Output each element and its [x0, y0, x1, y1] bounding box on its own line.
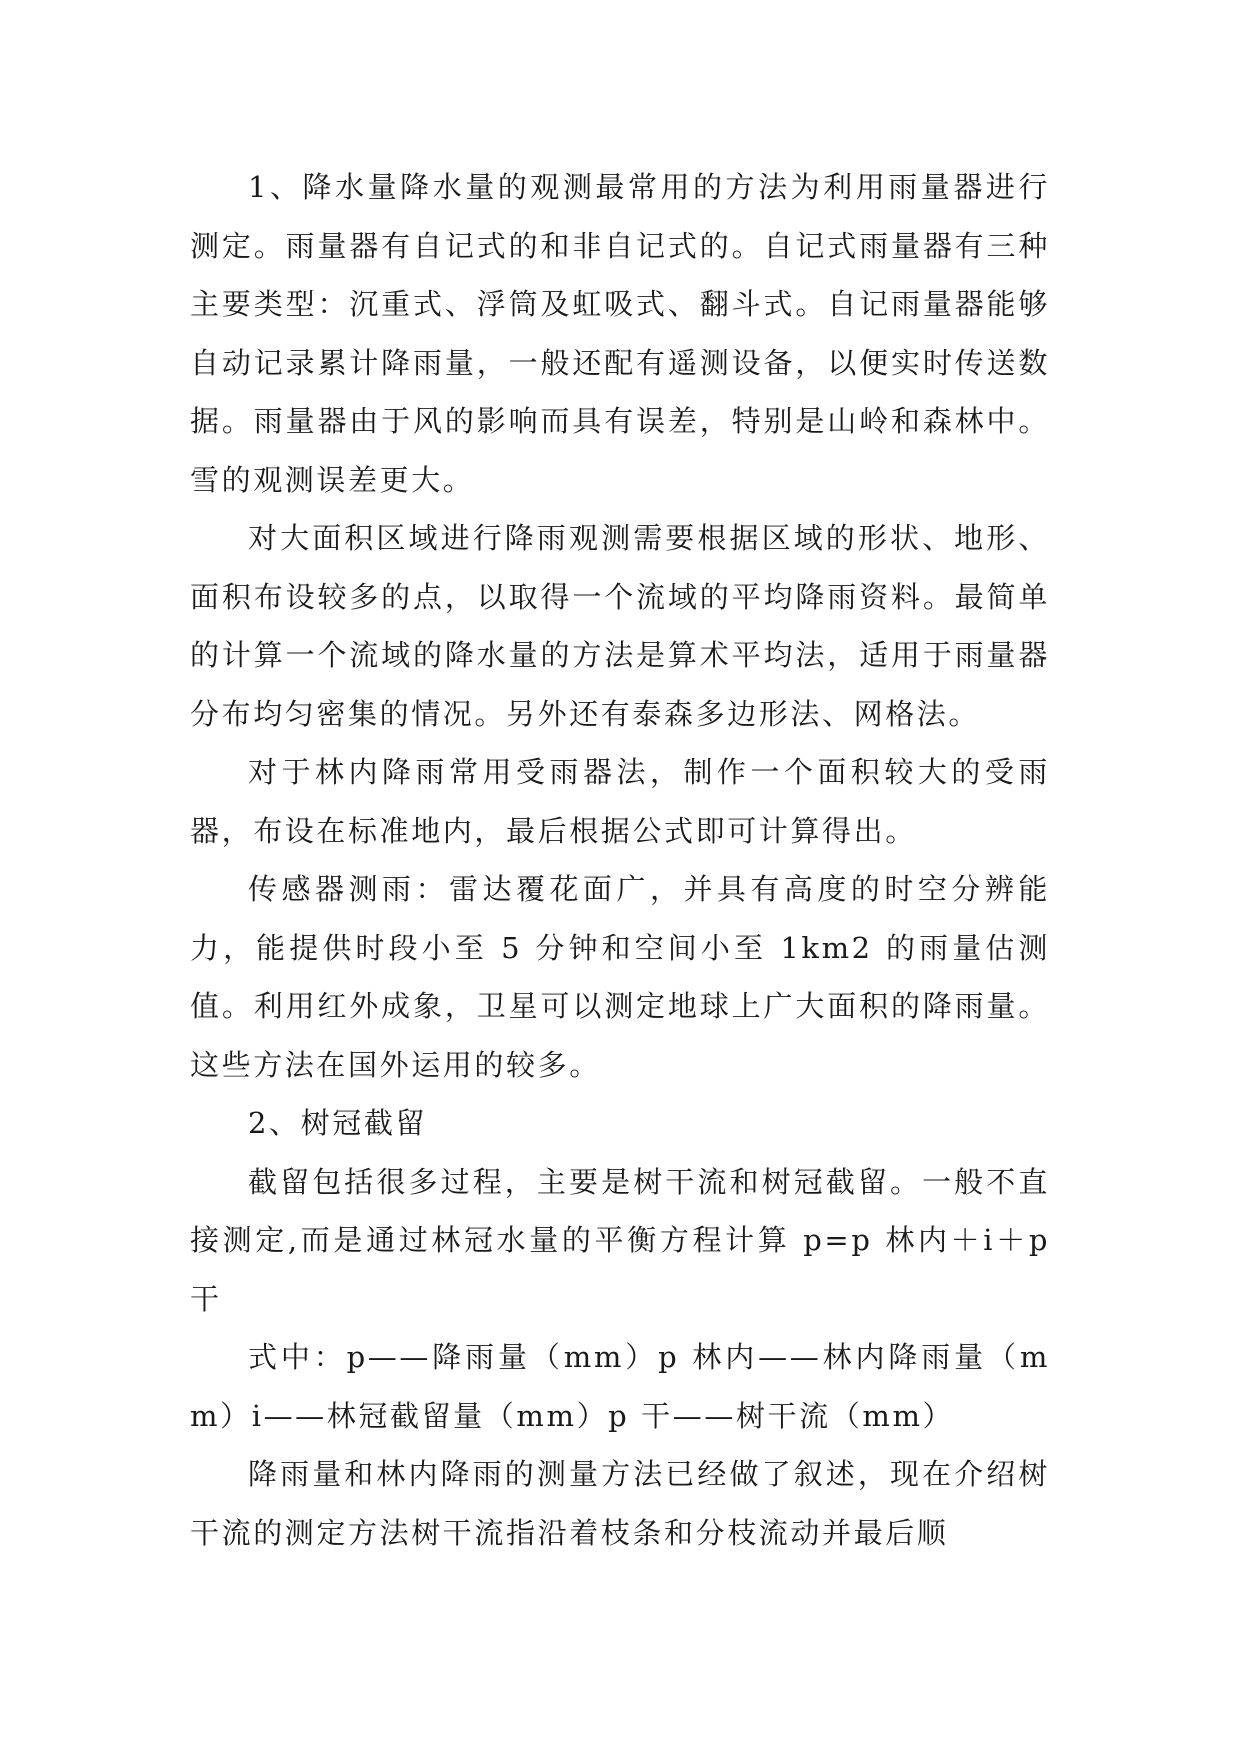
paragraph-precipitation-measurement: 1、降水量降水量的观测最常用的方法为利用雨量器进行测定。雨量器有自记式的和非自记式的。自记式雨量器有三种主要类型：沉重式、浮筒及虹吸式、翻斗式。自记雨量器能够自动记录累计降雨量，一般还配有遥测设备，以便实时传送数据。雨量器由于风的影响而具有误差，特别是山岭和森林中。雪的观测误差更大。 — [190, 170, 1050, 497]
paragraph-equation-definitions: 式中：p——降雨量（mm）p 林内——林内降雨量（mm）i——林冠截留量（mm）p 干——树干流（mm） — [190, 1340, 1050, 1433]
paragraph-large-area-observation: 对大面积区域进行降雨观测需要根据区域的形状、地形、面积布设较多的点，以取得一个流域的平均降雨资料。最简单的计算一个流域的降水量的方法是算术平均法，适用于雨量器分布均匀密集的情况。另外还有泰森多边形法、网格法。 — [190, 521, 1050, 731]
document-body — [190, 158, 1050, 1562]
paragraph-stemflow-measurement: 降雨量和林内降雨的测量方法已经做了叙述，现在介绍树干流的测定方法树干流指沿着枝条和分枝流动并最后顺 — [190, 1457, 1050, 1550]
heading-canopy-interception: 2、树冠截留 — [248, 1106, 428, 1140]
paragraph-sensor-rain-measurement: 传感器测雨：雷达覆花面广，并具有高度的时空分辨能力，能提供时段小至 5 分钟和空间小至 1km2 的雨量估测值。利用红外成象，卫星可以测定地球上广大面积的降雨量。这些方法在国外运用的较多。 — [190, 872, 1050, 1082]
paragraph-forest-rain-collector: 对于林内降雨常用受雨器法，制作一个面积较大的受雨器，布设在标准地内，最后根据公式即可计算得出。 — [190, 755, 1050, 848]
paragraph-interception-equation: 截留包括很多过程，主要是树干流和树冠截留。一般不直接测定,而是通过林冠水量的平衡方程计算 p=p 林内＋i＋p 干 — [190, 1164, 1050, 1316]
